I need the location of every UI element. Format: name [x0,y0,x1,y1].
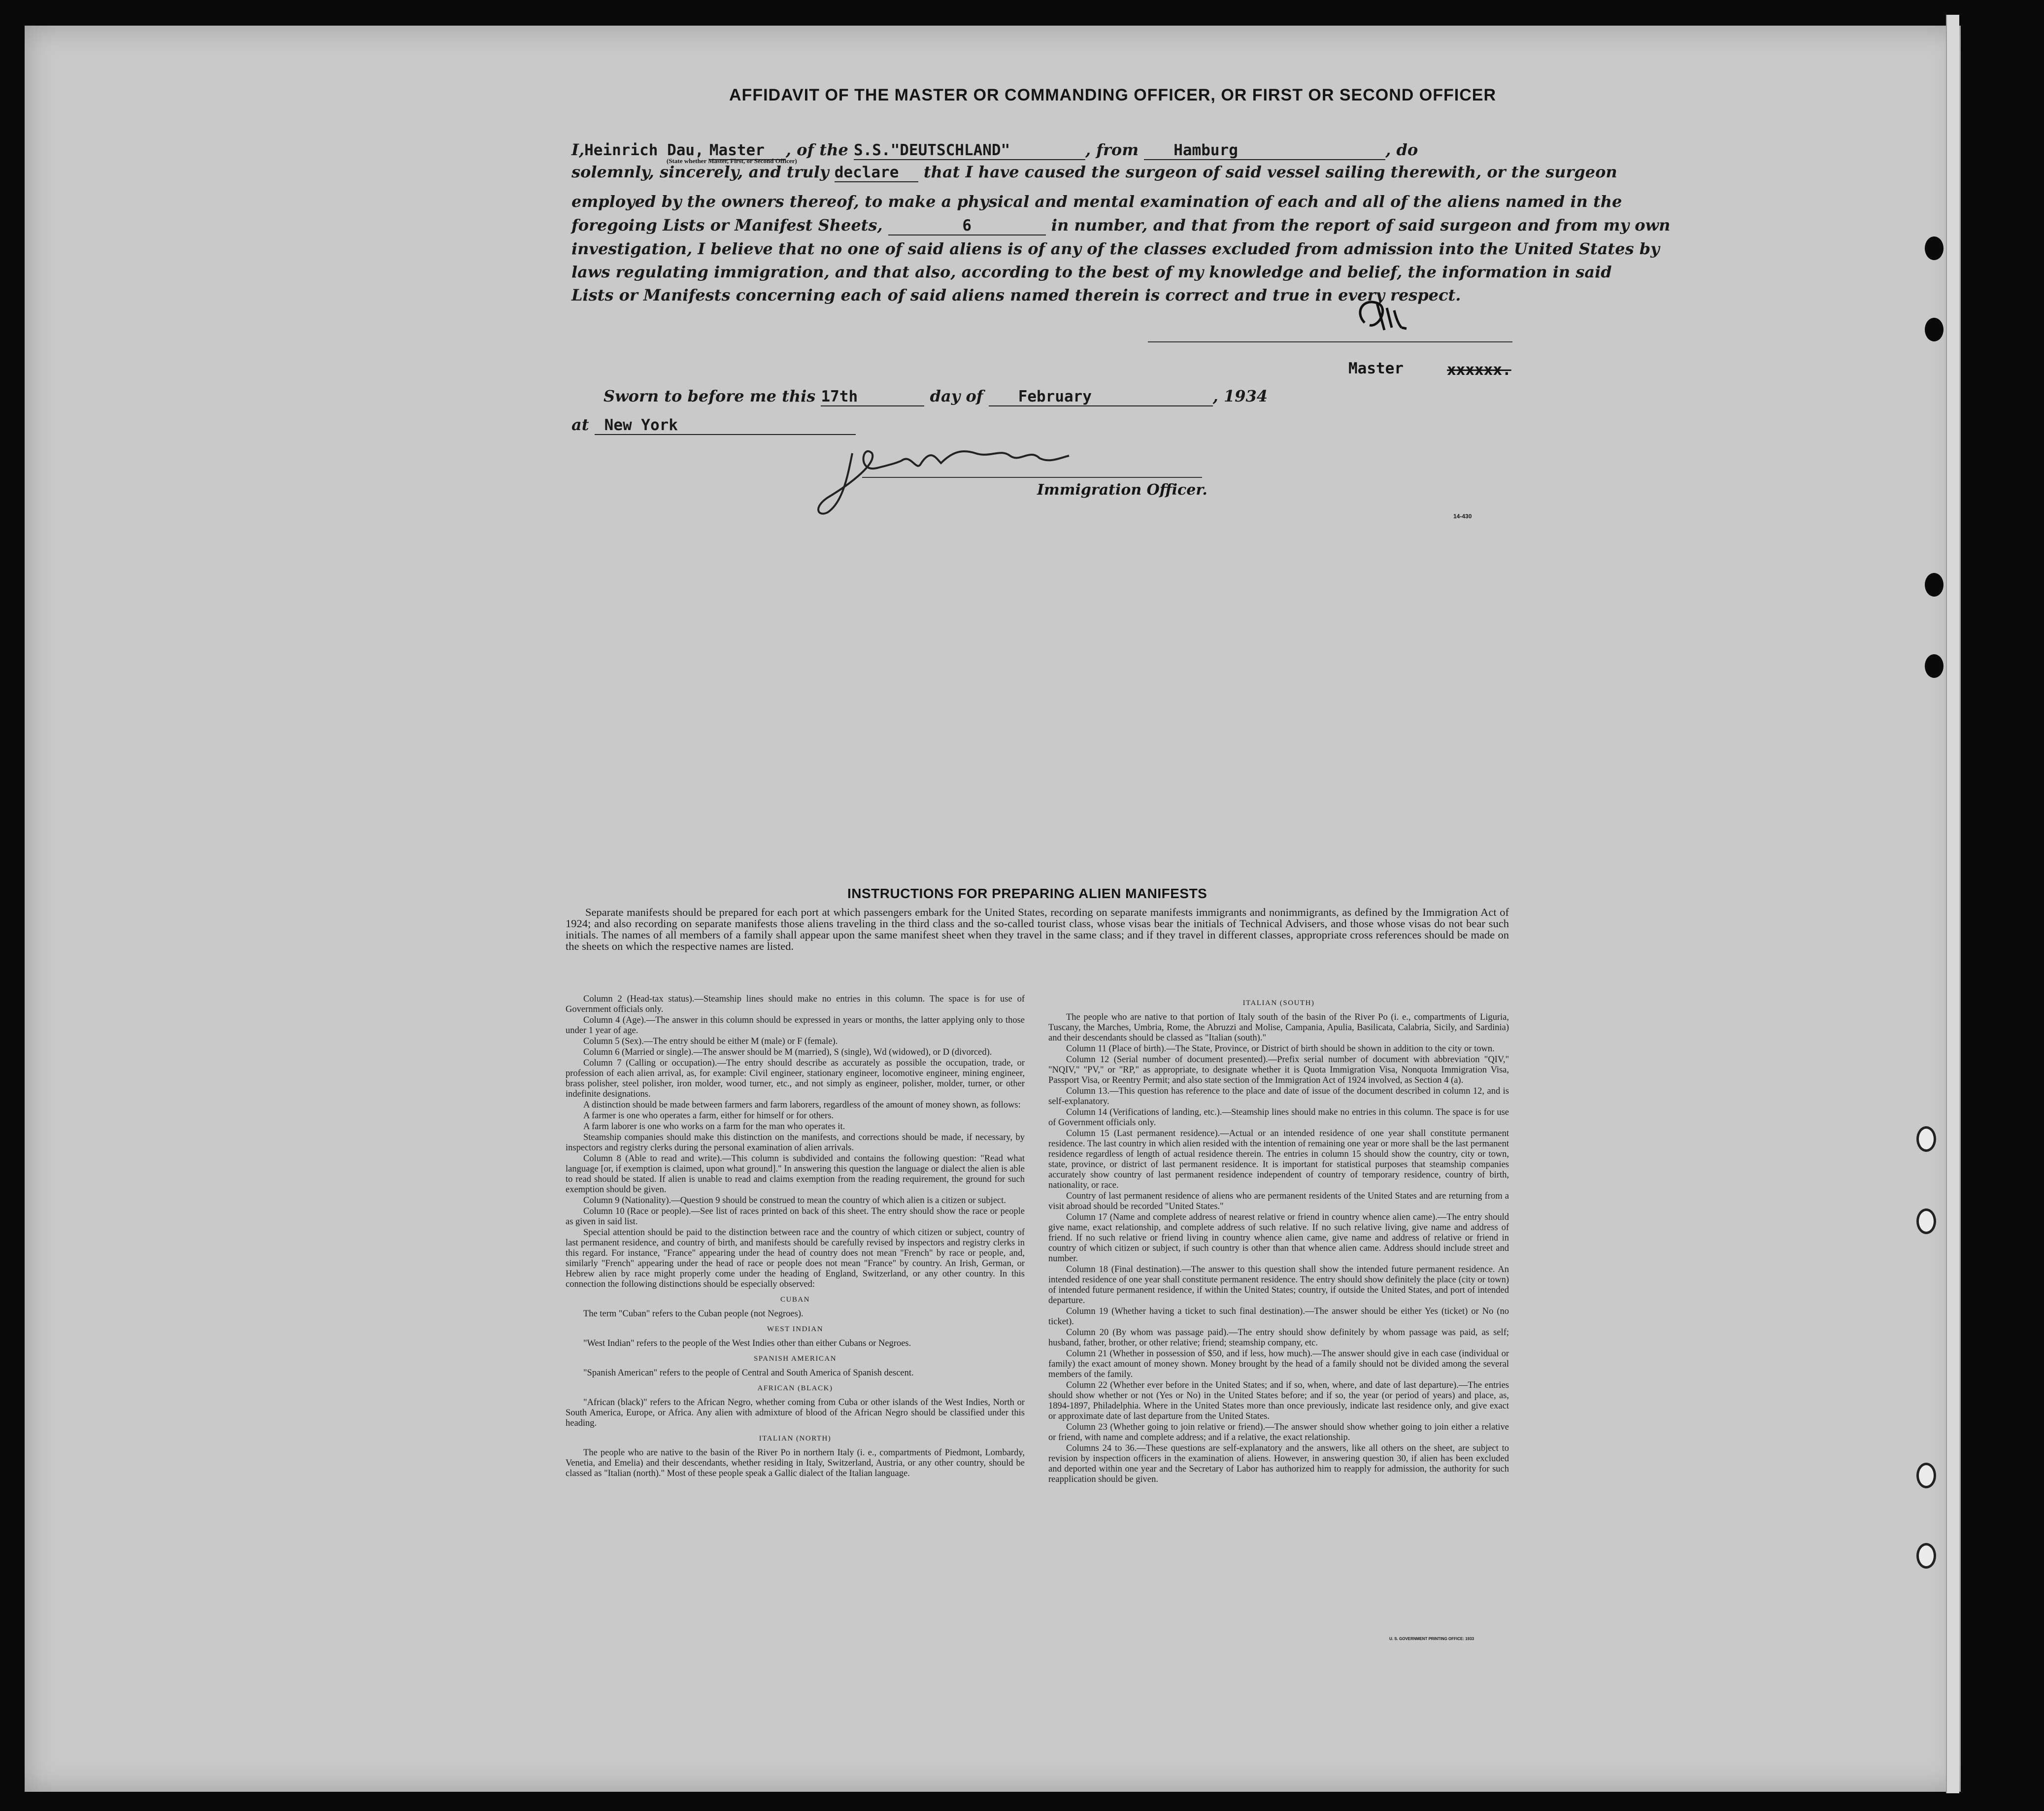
instruction-paragraph: Columns 24 to 36.—These questions are self-explanatory and the answers, like all others on the sheet, are subject to revision by inspection officers in the examination of aliens. However, in answering question 30, if alien has been excluded and deported within one year and the Secretary of Labor has authorized him to reapply for admission, the authority for such reapplication should be given. [1048,1443,1509,1484]
sworn-text: , 19 [1212,387,1246,405]
affidavit-line-7: Lists or Manifests concerning each of said aliens named therein is correct and true in every respect. [571,286,1461,304]
instruction-paragraph: Country of last permanent residence of aliens who are permanent residents of the United States and are returning from a visit abroad should be recorded "United States." [1048,1191,1509,1211]
affidavit-text: that I have caused the surgeon of said vessel sailing therewith, or the surgeon [923,163,1617,181]
instruction-paragraph: Column 21 (Whether in possession of $50, and if less, how much).—The answer should give in each case (individual or family) the exact amount of money shown. Money brought by the head of a family should not be divided among the several members of the family. [1048,1349,1509,1379]
affidavit-line-2 [571,163,1617,182]
port-of-departure: Hamburg [1144,141,1385,160]
instruction-paragraph: Column 5 (Sex).—The entry should be either M (male) or F (female). [583,1037,838,1046]
affidavit-text: in number, and that from the report of said surgeon and from my own [1051,216,1671,235]
binder-hole [1916,1543,1936,1569]
officer-signature-line [862,477,1202,478]
instruction-paragraph: Column 13.—This question has reference to the place and date of issue of the document described in column 12, and is self-explanatory. [1048,1086,1509,1107]
instruction-paragraph: Column 17 (Name and complete address of nearest relative or friend in country whence alien came).—The entry should give name, exact relationship, and complete address of such relative. If no such relative living, give name and address of friend. If no such relative or friend living in country whence alien came, give name and address of relative or friend in country of which citizen or subject, if such country is other than that whence alien came. Address should include street and number. [1048,1212,1509,1264]
instruction-paragraph: Column 4 (Age).—The answer in this column should be expressed in years or months, the latter applying only to those under 1 year of age. [566,1015,1025,1036]
instruction-paragraph: A farmer is one who operates a farm, either for himself or for others. [583,1111,834,1121]
instruction-paragraph: Column 9 (Nationality).—Question 9 should be construed to mean the country of which alien is a citizen or subject. [583,1196,1006,1206]
instruction-paragraph: Column 14 (Verifications of landing, etc.).—Steamship lines should make no entries in this column. The space is for use of Government officials only. [1048,1107,1509,1128]
affidavit-line-4 [571,216,1671,235]
section-heading: SPANISH AMERICAN [753,1355,837,1363]
instruction-paragraph: Steamship companies should make this distinction on the manifests, and corrections should be made, if necessary, by inspectors and registry clerks during the personal examination of alien arrivals. [566,1133,1025,1153]
place-line [571,415,1512,435]
instruction-paragraph: Column 18 (Final destination).—The answer to this question shall show the intended future permanent residence. An intended residence of one year shall constitute permanent residence. The entry should show definitely the place (city or town) of intended future permanent residence, if within the United States; country, if outside the United States, and port of intended departure. [1048,1265,1509,1306]
signature-struck: xxxxxx. [1447,361,1511,379]
affidavit-line-5: investigation, I believe that no one of said aliens is of any of the classes excluded from admission into the United States by [571,239,1660,258]
instruction-paragraph: A farm laborer is one who works on a farm for the man who operates it. [583,1122,845,1132]
section-heading: ITALIAN (SOUTH) [1242,999,1315,1007]
binder-hole [1925,573,1943,597]
master-rank: Master [709,141,786,160]
page-edge [1946,15,1959,1793]
sworn-day: 17th [821,388,924,406]
sworn-month: February [989,388,1213,406]
affidavit-do: , do [1385,140,1418,159]
sworn-text: day of [930,387,983,405]
instructions-title: INSTRUCTIONS FOR PREPARING ALIEN MANIFESTS [847,886,1207,901]
section-heading: ITALIAN (NORTH) [759,1435,832,1442]
section-paragraph: "Spanish American" refers to the people of Central and South America of Spanish descent. [583,1368,914,1378]
section-paragraph: The people who are native to the basin of the River Po in northern Italy (i. e., compartments of Piedmont, Lombardy, Venetia, and Emelia) and their descendants, whether residing in Italy, Switzerland, Austria, or any other country, should be classed as "Italian (north)." Most of these people speak a Gallic dialect of the Italian language. [566,1448,1025,1478]
instructions-intro: Separate manifests should be prepared for each port at which passengers embark for the United States, recording on separate manifests immigrants and nonimmigrants, as defined by the Immigration Act of 1924; and also recording on separate manifests those aliens traveling in the third class and the so-called tourist class, whose visas bear the initials of Technical Advisers, and those whose visas do not bear such initials. The names of all members of a family shall appear upon the same manifest sheet when they travel in the same class; and if they travel in different classes, appropriate cross references should be made on the sheets on which the respective names are listed. [566,906,1509,952]
instruction-paragraph: Special attention should be paid to the distinction between race and the country of which citizen or subject, country of last permanent residence, and country of birth, and manifests should be carefully revised by inspectors and registry clerks in this regard. For instance, "France" appearing under the head of country does not mean "French" by race or people, and, similarly "French" appearing under the head of race or people does not mean "France" by country. An Irish, German, or Hebrew alien by race might properly come under the heading of England, Switzerland, or any other country. In this connection the following distinctions should be especially observed: [566,1228,1025,1289]
instruction-paragraph: Column 20 (By whom was passage paid).—The entry should show definitely by whom passage was paid, as self; husband, father, brother, or other relative; friend; steamship company, etc. [1048,1328,1509,1348]
instruction-paragraph: The people who are native to that portion of Italy south of the basin of the River Po (i. e., compartments of Liguria, Tuscany, the Marches, Umbria, Rome, the Abruzzi and Molise, Campania, Apulia, Basilicata, Calabria, Sicily, and Sardinia) and their descendants should be classed as "Italian (south)." [1048,1012,1509,1043]
form-number: 14-430 [1453,513,1472,520]
instruction-paragraph: A distinction should be made between farmers and farm laborers, regardless of the amount of money shown, as follows: [583,1100,1021,1110]
vessel-name: S.S."DEUTSCHLAND" [854,141,1085,160]
section-paragraph: "West Indian" refers to the people of the West Indies other than either Cubans or Negroes. [583,1339,911,1348]
binder-hole [1925,318,1943,341]
left-paragraphs [566,994,1025,1290]
master-name: Heinrich Dau, [584,141,704,159]
instruction-paragraph: Column 12 (Serial number of document presented).—Prefix serial number of document with abbreviation "QIV," "NQIV," "PV," or "RP," as appropriate, to designate whether it is Quota Immigration Visa, Nonquota Immigration Visa, Passport Visa, or Reentry Permit; and also state section of the Immigration Act of 1924 involved, as Section 4 (a). [1048,1055,1509,1085]
instructions-right-column [1048,994,1509,1649]
section-heading: CUBAN [780,1296,810,1304]
instruction-paragraph: Column 22 (Whether ever before in the United States; and if so, when, where, and date of last departure).—The entries should show whether or not (Yes or No) in the United States before; and if so, the year (or period of years) and place, as, 1894-1897, Philadelphia. Where in the United States more than once previously, indicate last residence only, and give exact or approximate date of last departure from the United States. [1048,1380,1509,1421]
affidavit-text: solemnly, sincerely, and truly [571,163,829,181]
binder-hole [1916,1463,1936,1488]
binder-hole [1925,654,1943,678]
instruction-paragraph: Column 2 (Head-tax status).—Steamship lines should make no entries in this column. The space is for use of Government officials only. [566,994,1025,1014]
signature-line [1148,341,1512,342]
printing-office: U. S. GOVERNMENT PRINTING OFFICE: 1933 [1389,1637,1474,1641]
affidavit-of-the: , of the [785,140,848,159]
sworn-year: 34 [1245,387,1268,405]
affidavit-from: , from [1085,140,1139,159]
section-paragraph: "African (black)" refers to the African Negro, whether coming from Cuba or other islands of the West Indies, North or South America, Europe, or Africa. Any alien with admixture of blood of the African Negro should be classified under this heading. [566,1398,1025,1428]
affidavit-i-prefix: I, [571,140,585,159]
sworn-line [603,387,1544,406]
master-signature [1350,293,1434,347]
instruction-paragraph: Column 23 (Whether going to join relative or friend).—The answer should show whether going to join either a relative or friend, with name and complete address; and if a relative, the exact relationship. [1048,1422,1509,1442]
binder-hole [1916,1208,1936,1234]
section-heading: WEST INDIAN [767,1325,824,1333]
instruction-paragraph: Column 6 (Married or single).—The answer should be M (married), S (single), Wd (widowed), or D (divorced). [583,1047,992,1057]
right-paragraphs [1048,1012,1509,1485]
instruction-paragraph: Column 19 (Whether having a ticket to such final destination).—The answer should be either Yes (ticket) or No (no ticket). [1048,1307,1509,1327]
manifest-sheet-count: 6 [888,217,1046,235]
instructions-left-column [566,994,1025,1649]
declaration-verb: declare [835,164,918,182]
officer-label: Immigration Officer. [1037,481,1207,499]
binder-hole [1916,1126,1936,1152]
sworn-text: Sworn to before me this [603,387,816,405]
instruction-paragraph: Column 7 (Calling or occupation).—The entry should describe as accurately as possible the occupation, trade, or profession of each alien arrival, as, for example: Civil engineer, stationary engineer, locomotive engineer, mining engineer, brass polisher, steel polisher, iron molder, wood turner, etc., and not simply as engineer, polisher, molder, turner, or other indefinite designations. [566,1058,1025,1099]
instruction-paragraph: Column 8 (Able to read and write).—This column is subdivided and contains the following question: "Read what language [or, if exemption is claimed, upon what ground]." In answering this question the language or dialect the alien is able to read should be stated. If alien is unable to read and claims exemption from the reading requirement, the ground for such exemption should be given. [566,1154,1025,1195]
affidavit-line-6: laws regulating immigration, and that also, according to the best of my knowledge and belief, the information in said [571,263,1612,281]
binder-hole [1925,236,1943,260]
affidavit-line-3: employed by the owners thereof, to make a physical and mental examination of each and all of the aliens named in the [571,192,1622,211]
instruction-paragraph: Column 15 (Last permanent residence).—Actual or an intended residence of one year shall constitute permanent residence. The last country in which alien resided with the intention of remaining one year or more shall be the last permanent residence regardless of length of actual residence therein. The entries in column 15 should show the country, city or town, state, province, or district of last permanent residence. It is important for statistical purposes that steamship companies accurately show country of last permanent residence independent of country of temporary residence, country of birth, nationality, or race. [1048,1129,1509,1190]
affidavit-text: foregoing Lists or Manifest Sheets, [571,216,883,235]
sworn-place: New York [595,416,856,435]
instruction-paragraph: Column 11 (Place of birth).—The State, Province, or District of birth should be shown in addition to the city or town. [1066,1044,1495,1054]
section-paragraph: The term "Cuban" refers to the Cuban people (not Negroes). [583,1309,804,1319]
affidavit-title: AFFIDAVIT OF THE MASTER OR COMMANDING OFFICER, OR FIRST OR SECOND OFFICER [729,86,1496,104]
rank-note: (State whether Master, First, or Second Officer) [667,157,797,165]
signature-title: Master [1348,360,1404,377]
section-heading: AFRICAN (BLACK) [757,1384,833,1392]
instruction-paragraph: Column 10 (Race or people).—See list of races printed on back of this sheet. The entry should show the race or people as given in said list. [566,1207,1025,1227]
at-label: at [571,415,589,434]
